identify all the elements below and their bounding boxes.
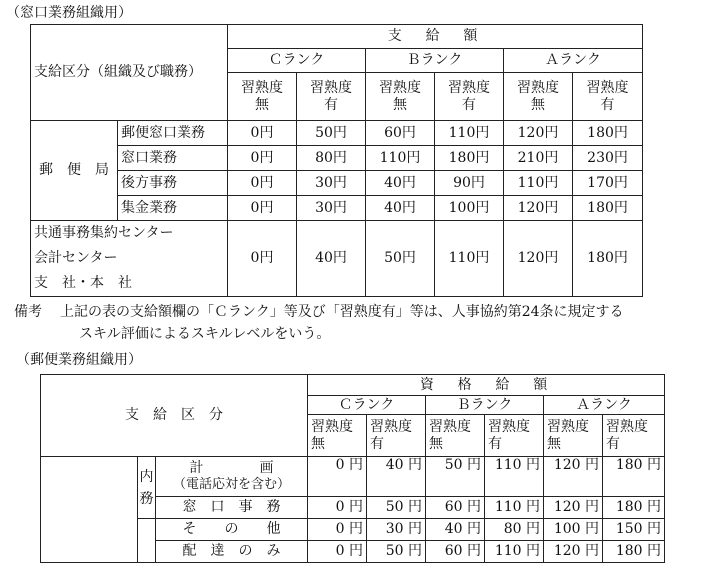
value-cell: 50 円 bbox=[426, 457, 485, 497]
value-cell: 110 円 bbox=[485, 457, 544, 497]
blank-cell bbox=[41, 457, 138, 563]
value-cell: 110 円 bbox=[485, 541, 544, 563]
value-cell: 100 円 bbox=[544, 519, 603, 541]
rank-a: Ａランク bbox=[544, 396, 665, 415]
skill-col-header: 習熟度 有 bbox=[485, 415, 544, 457]
value-cell: 120円 bbox=[504, 221, 573, 297]
caption-window-org: （窓口業務組織用） bbox=[6, 5, 132, 21]
value-cell: 0 円 bbox=[308, 541, 367, 563]
skill-col-header: 習熟度 有 bbox=[435, 73, 504, 121]
note-prefix: 備考 bbox=[14, 304, 42, 320]
value-cell: 50 円 bbox=[367, 541, 426, 563]
value-cell: 230円 bbox=[573, 146, 643, 171]
skill-col-header: 習熟度 無 bbox=[544, 415, 603, 457]
value-cell: 40 円 bbox=[367, 457, 426, 497]
skill-col-header: 習熟度 無 bbox=[228, 73, 297, 121]
value-cell: 170円 bbox=[573, 171, 643, 196]
row-label: 後方事務 bbox=[118, 171, 228, 196]
allowance-table-window-org bbox=[30, 24, 643, 297]
value-cell: 180 円 bbox=[603, 457, 665, 497]
row-label: そ の 他 bbox=[156, 519, 308, 541]
caption-postal-org: （郵便業務組織用） bbox=[16, 352, 142, 368]
value-cell: 50円 bbox=[297, 121, 366, 146]
row-header: 支 給 区 分 bbox=[41, 375, 308, 457]
value-cell: 30 円 bbox=[367, 519, 426, 541]
skill-col-header: 習熟度 無 bbox=[366, 73, 435, 121]
skill-col-header: 習熟度 有 bbox=[573, 73, 643, 121]
value-cell: 0円 bbox=[228, 121, 297, 146]
note-block bbox=[14, 302, 624, 323]
value-cell: 40円 bbox=[366, 171, 435, 196]
value-cell: 40円 bbox=[297, 221, 366, 297]
value-cell: 0円 bbox=[228, 146, 297, 171]
value-cell: 40 円 bbox=[426, 519, 485, 541]
value-cell: 0円 bbox=[228, 196, 297, 221]
value-cell: 40円 bbox=[366, 196, 435, 221]
skill-col-header: 習熟度 有 bbox=[603, 415, 665, 457]
value-cell: 180円 bbox=[573, 221, 643, 297]
value-cell: 100円 bbox=[435, 196, 504, 221]
value-cell: 120円 bbox=[504, 196, 573, 221]
skill-col-header: 習熟度 有 bbox=[367, 415, 426, 457]
rank-c: Ｃランク bbox=[308, 396, 426, 415]
value-cell: 50円 bbox=[366, 221, 435, 297]
row-header: 支給区分（組織及び職務） bbox=[31, 25, 228, 121]
common-row-label: 共通事務集約センター 会計センター 支 社・本 社 bbox=[31, 221, 228, 297]
value-cell: 80円 bbox=[297, 146, 366, 171]
rank-c: Ｃランク bbox=[228, 49, 366, 73]
value-cell: 120 円 bbox=[544, 541, 603, 563]
rank-b: Ｂランク bbox=[426, 396, 544, 415]
skill-col-header: 習熟度 無 bbox=[504, 73, 573, 121]
row-label: 窓 口 事 務 bbox=[156, 497, 308, 519]
value-cell: 120 円 bbox=[544, 497, 603, 519]
header-group: 支 給 額 bbox=[228, 25, 643, 49]
row-label: 集金業務 bbox=[118, 196, 228, 221]
value-cell: 120 円 bbox=[544, 457, 603, 497]
value-cell: 0 円 bbox=[308, 457, 367, 497]
value-cell: 0円 bbox=[228, 171, 297, 196]
value-cell: 30円 bbox=[297, 196, 366, 221]
skill-col-header: 習熟度 有 bbox=[297, 73, 366, 121]
row-label: 計 画 （電話応対を含む） bbox=[156, 457, 308, 497]
value-cell: 110円 bbox=[504, 171, 573, 196]
value-cell: 0 円 bbox=[308, 519, 367, 541]
value-cell: 120円 bbox=[504, 121, 573, 146]
allowance-table-postal-org bbox=[40, 374, 665, 563]
row-label: 郵便窓口業務 bbox=[118, 121, 228, 146]
value-cell: 30円 bbox=[297, 171, 366, 196]
value-cell: 180円 bbox=[573, 196, 643, 221]
value-cell: 60 円 bbox=[426, 541, 485, 563]
header-group: 資 格 給 額 bbox=[308, 375, 665, 396]
value-cell: 80 円 bbox=[485, 519, 544, 541]
value-cell: 150 円 bbox=[603, 519, 665, 541]
value-cell: 110円 bbox=[435, 221, 504, 297]
row-label: 配 達 の み bbox=[156, 541, 308, 563]
skill-col-header: 習熟度 無 bbox=[308, 415, 367, 457]
note-line1: 上記の表の支給額欄の「Ｃランク」等及び「習熟度有」等は、人事協約第24条に規定する bbox=[60, 304, 624, 320]
value-cell: 50 円 bbox=[367, 497, 426, 519]
row-label: 窓口業務 bbox=[118, 146, 228, 171]
note-line2: スキル評価によるスキルレベルをいう。 bbox=[79, 326, 331, 342]
skill-col-header: 習熟度 無 bbox=[426, 415, 485, 457]
value-cell: 110円 bbox=[435, 121, 504, 146]
rank-b: Ｂランク bbox=[366, 49, 504, 73]
value-cell: 60 円 bbox=[426, 497, 485, 519]
value-cell: 90円 bbox=[435, 171, 504, 196]
group-label-internal: 内 務 bbox=[138, 457, 156, 519]
value-cell: 180 円 bbox=[603, 497, 665, 519]
blank-cell bbox=[138, 519, 156, 563]
value-cell: 0 円 bbox=[308, 497, 367, 519]
value-cell: 0円 bbox=[228, 221, 297, 297]
value-cell: 110円 bbox=[366, 146, 435, 171]
value-cell: 110 円 bbox=[485, 497, 544, 519]
group-label-post-office: 郵 便 局 bbox=[31, 121, 118, 221]
value-cell: 60円 bbox=[366, 121, 435, 146]
value-cell: 180 円 bbox=[603, 541, 665, 563]
value-cell: 180円 bbox=[435, 146, 504, 171]
rank-a: Ａランク bbox=[504, 49, 643, 73]
value-cell: 210円 bbox=[504, 146, 573, 171]
value-cell: 180円 bbox=[573, 121, 643, 146]
